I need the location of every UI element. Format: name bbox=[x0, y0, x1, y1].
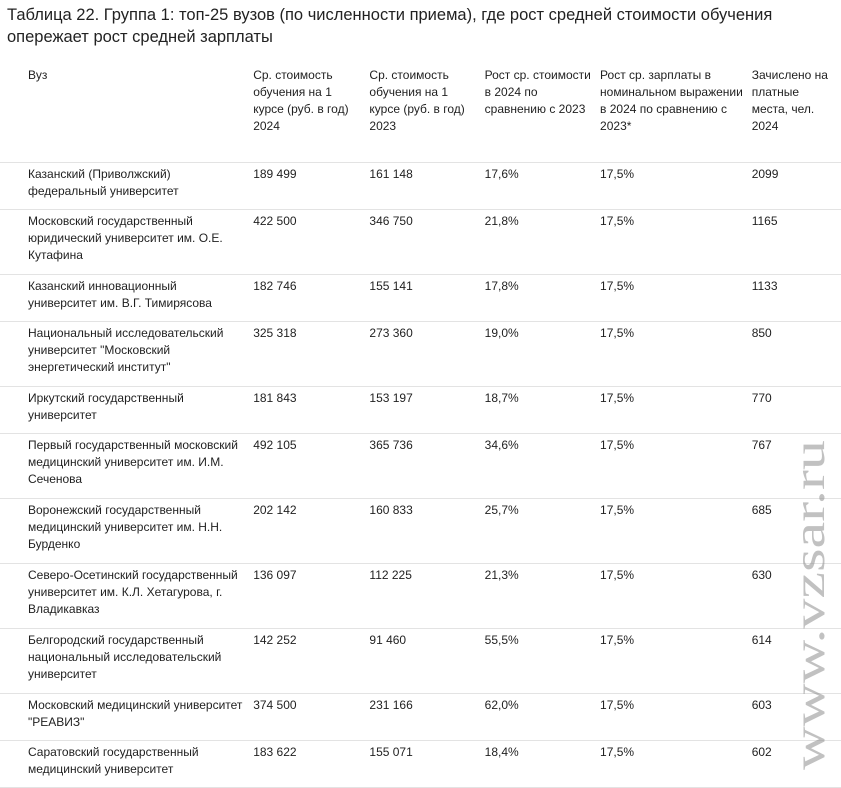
cell-cost-2024: 422 500 bbox=[253, 209, 369, 274]
cell-cost-2023: 112 225 bbox=[369, 563, 484, 628]
universities-table bbox=[0, 60, 841, 788]
cell-salary-growth: 17,5% bbox=[600, 386, 752, 433]
table-row bbox=[0, 433, 841, 498]
cell-cost-2024: 492 105 bbox=[253, 433, 369, 498]
table-row bbox=[0, 274, 841, 321]
cell-cost-2023: 231 166 bbox=[369, 693, 484, 740]
table-row bbox=[0, 628, 841, 693]
cell-enrolled: 767 bbox=[752, 433, 841, 498]
header-cost-2023: Ср. стоимость обучения на 1 курсе (руб. в год) 2023 bbox=[369, 60, 484, 162]
cell-enrolled: 2099 bbox=[752, 162, 841, 209]
cell-cost-2024: 189 499 bbox=[253, 162, 369, 209]
cell-university: Северо-Осетинский государственный университет им. К.Л. Хетагурова, г. Владикавказ bbox=[0, 563, 253, 628]
header-university: Вуз bbox=[0, 60, 253, 162]
watermark-graphic bbox=[782, 420, 841, 780]
table-row bbox=[0, 321, 841, 386]
header-enrolled: Зачислено на платные места, чел. 2024 bbox=[752, 60, 841, 162]
cell-cost-2024: 136 097 bbox=[253, 563, 369, 628]
cell-enrolled: 614 bbox=[752, 628, 841, 693]
cell-cost-2023: 161 148 bbox=[369, 162, 484, 209]
watermark-text: www.vzsar.ru bbox=[785, 528, 834, 770]
cell-salary-growth: 17,5% bbox=[600, 433, 752, 498]
cell-university: Иркутский государственный университет bbox=[0, 386, 253, 433]
cell-enrolled: 603 bbox=[752, 693, 841, 740]
cell-university: Белгородский государственный национальный исследовательский университет bbox=[0, 628, 253, 693]
table-title: Таблица 22. Группа 1: топ-25 вузов (по численности приема), где рост средней стоимости обучения опережает рост средней зарплаты bbox=[7, 6, 773, 46]
cell-cost-growth: 21,3% bbox=[485, 563, 600, 628]
cell-cost-2024: 183 622 bbox=[253, 740, 369, 787]
cell-cost-2023: 153 197 bbox=[369, 386, 484, 433]
cell-cost-growth: 34,6% bbox=[485, 433, 600, 498]
cell-cost-2024: 202 142 bbox=[253, 498, 369, 563]
cell-enrolled: 602 bbox=[752, 740, 841, 787]
table-header-row bbox=[0, 60, 841, 162]
cell-enrolled: 685 bbox=[752, 498, 841, 563]
cell-university: Московский государственный юридический университет им. О.Е. Кутафина bbox=[0, 209, 253, 274]
cell-university: Саратовский государственный медицинский университет bbox=[0, 740, 253, 787]
header-cost-growth: Рост ср. стоимости в 2024 по сравнению с 2023 bbox=[485, 60, 600, 162]
cell-cost-growth: 19,0% bbox=[485, 321, 600, 386]
cell-cost-2024: 181 843 bbox=[253, 386, 369, 433]
cell-cost-2023: 155 141 bbox=[369, 274, 484, 321]
table-row bbox=[0, 740, 841, 787]
cell-cost-growth: 17,8% bbox=[485, 274, 600, 321]
cell-cost-2023: 365 736 bbox=[369, 433, 484, 498]
cell-salary-growth: 17,5% bbox=[600, 563, 752, 628]
table-row bbox=[0, 209, 841, 274]
cell-salary-growth: 17,5% bbox=[600, 274, 752, 321]
cell-salary-growth: 17,5% bbox=[600, 628, 752, 693]
table-row bbox=[0, 386, 841, 433]
cell-salary-growth: 17,5% bbox=[600, 162, 752, 209]
cell-university: Первый государственный московский медицинский университет им. И.М. Сеченова bbox=[0, 433, 253, 498]
cell-cost-growth: 17,6% bbox=[485, 162, 600, 209]
header-salary-growth: Рост ср. зарплаты в номинальном выражении в 2024 по сравнению с 2023* bbox=[600, 60, 752, 162]
cell-salary-growth: 17,5% bbox=[600, 740, 752, 787]
cell-salary-growth: 17,5% bbox=[600, 498, 752, 563]
cell-cost-growth: 62,0% bbox=[485, 693, 600, 740]
cell-university: Казанский (Приволжский) федеральный университет bbox=[0, 162, 253, 209]
cell-cost-growth: 25,7% bbox=[485, 498, 600, 563]
cell-university: Воронежский государственный медицинский университет им. Н.Н. Бурденко bbox=[0, 498, 253, 563]
cell-cost-2024: 325 318 bbox=[253, 321, 369, 386]
cell-university: Московский медицинский университет "РЕАВИЗ" bbox=[0, 693, 253, 740]
cell-university: Казанский инновационный университет им. В.Г. Тимирясова bbox=[0, 274, 253, 321]
cell-enrolled: 1133 bbox=[752, 274, 841, 321]
table-row bbox=[0, 498, 841, 563]
cell-enrolled: 850 bbox=[752, 321, 841, 386]
cell-cost-2023: 346 750 bbox=[369, 209, 484, 274]
watermark bbox=[782, 420, 841, 780]
cell-cost-growth: 18,7% bbox=[485, 386, 600, 433]
table-row bbox=[0, 563, 841, 628]
cell-enrolled: 1165 bbox=[752, 209, 841, 274]
cell-cost-growth: 55,5% bbox=[485, 628, 600, 693]
cell-cost-growth: 21,8% bbox=[485, 209, 600, 274]
cell-cost-2023: 91 460 bbox=[369, 628, 484, 693]
cell-salary-growth: 17,5% bbox=[600, 209, 752, 274]
cell-university: Национальный исследовательский университет "Московский энергетический институт" bbox=[0, 321, 253, 386]
cell-enrolled: 630 bbox=[752, 563, 841, 628]
cell-cost-2023: 155 071 bbox=[369, 740, 484, 787]
header-cost-2024: Ср. стоимость обучения на 1 курсе (руб. в год) 2024 bbox=[253, 60, 369, 162]
cell-cost-2024: 182 746 bbox=[253, 274, 369, 321]
table-row bbox=[0, 693, 841, 740]
cell-salary-growth: 17,5% bbox=[600, 321, 752, 386]
cell-salary-growth: 17,5% bbox=[600, 693, 752, 740]
cell-cost-2024: 142 252 bbox=[253, 628, 369, 693]
table-row bbox=[0, 162, 841, 209]
cell-cost-2024: 374 500 bbox=[253, 693, 369, 740]
cell-cost-growth: 18,4% bbox=[485, 740, 600, 787]
cell-enrolled: 770 bbox=[752, 386, 841, 433]
cell-cost-2023: 273 360 bbox=[369, 321, 484, 386]
cell-cost-2023: 160 833 bbox=[369, 498, 484, 563]
